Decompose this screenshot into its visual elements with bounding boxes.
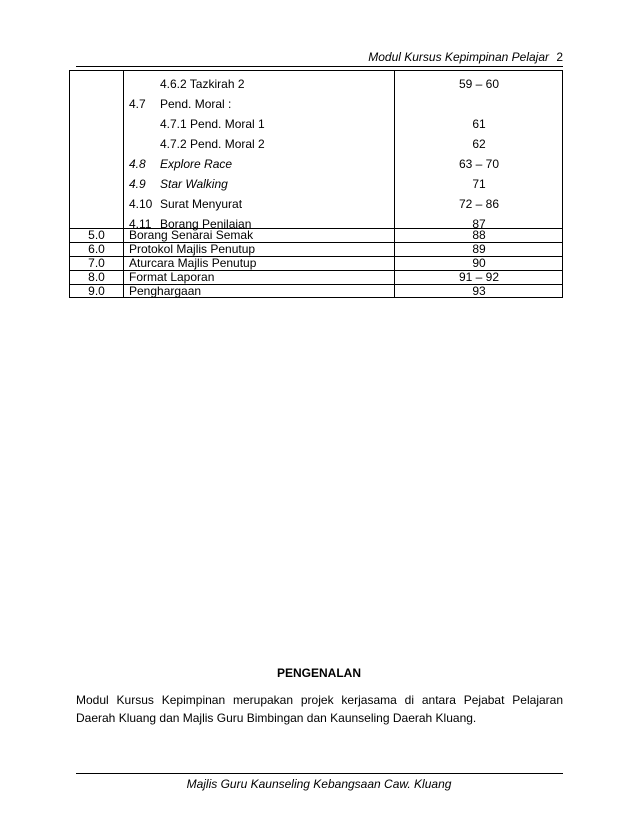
toc-row-label: Borang Senarai Semak bbox=[129, 228, 254, 242]
toc-row-pages: 93 bbox=[472, 284, 486, 298]
toc-item-label: Star Walking bbox=[160, 177, 228, 191]
toc-item-pages: 61 bbox=[472, 117, 486, 131]
toc-item-pages: 71 bbox=[472, 177, 486, 191]
table-of-contents bbox=[69, 70, 563, 298]
toc-item-pages: 72 – 86 bbox=[458, 197, 500, 211]
toc-item-pages: 87 bbox=[472, 217, 486, 231]
toc-row-number: 8.0 bbox=[88, 270, 105, 284]
toc-item-pages: 63 – 70 bbox=[458, 157, 500, 171]
page-header bbox=[76, 50, 563, 67]
toc-row-pages: 89 bbox=[472, 242, 486, 256]
toc-item-pages: 62 bbox=[472, 137, 486, 151]
toc-row-pages: 91 – 92 bbox=[458, 270, 500, 284]
toc-item-number: 4.8 bbox=[129, 157, 146, 171]
footer-divider bbox=[76, 773, 563, 774]
toc-item-number: 4.10 bbox=[129, 197, 153, 211]
toc-item-number: 4.7 bbox=[129, 97, 146, 111]
toc-row-number: 7.0 bbox=[88, 256, 105, 270]
toc-row-pages: 90 bbox=[472, 256, 486, 270]
header-title: Modul Kursus Kepimpinan Pelajar bbox=[368, 50, 549, 64]
toc-row-number: 5.0 bbox=[88, 228, 105, 242]
toc-row-pages: 88 bbox=[472, 228, 486, 242]
toc-item-label: Surat Menyurat bbox=[160, 197, 243, 211]
toc-item-label: Explore Race bbox=[160, 157, 233, 171]
toc-item-number: 4.9 bbox=[129, 177, 146, 191]
toc-item-label: 4.6.2 Tazkirah 2 bbox=[160, 77, 245, 91]
toc-item-number: 4.11 bbox=[129, 217, 152, 231]
page-number: 2 bbox=[556, 50, 563, 64]
toc-item-label: 4.7.2 Pend. Moral 2 bbox=[160, 137, 265, 151]
toc-row-label: Aturcara Majlis Penutup bbox=[129, 256, 257, 270]
column-divider bbox=[123, 71, 124, 297]
page-footer: Majlis Guru Kaunseling Kebangsaan Caw. Kluang bbox=[186, 777, 452, 791]
toc-item-pages: 59 – 60 bbox=[458, 77, 500, 91]
toc-row-number: 6.0 bbox=[88, 242, 105, 256]
toc-row-label: Protokol Majlis Penutup bbox=[129, 242, 256, 256]
toc-row-number: 9.0 bbox=[88, 284, 105, 298]
toc-row-label: Format Laporan bbox=[129, 270, 215, 284]
toc-item-label: 4.7.1 Pend. Moral 1 bbox=[160, 117, 265, 131]
toc-item-label: Pend. Moral : bbox=[160, 97, 232, 111]
toc-row-label: Penghargaan bbox=[129, 284, 202, 298]
toc-item-label: Borang Penilaian bbox=[160, 217, 252, 231]
section-title: PENGENALAN bbox=[276, 666, 361, 680]
intro-paragraph: Modul Kursus Kepimpinan merupakan projek kerjasama di antara Pejabat Pelajaran Daerah Kluang dan Majlis Guru Bimbingan dan Kaunseling Daerah Kluang. bbox=[76, 693, 563, 725]
